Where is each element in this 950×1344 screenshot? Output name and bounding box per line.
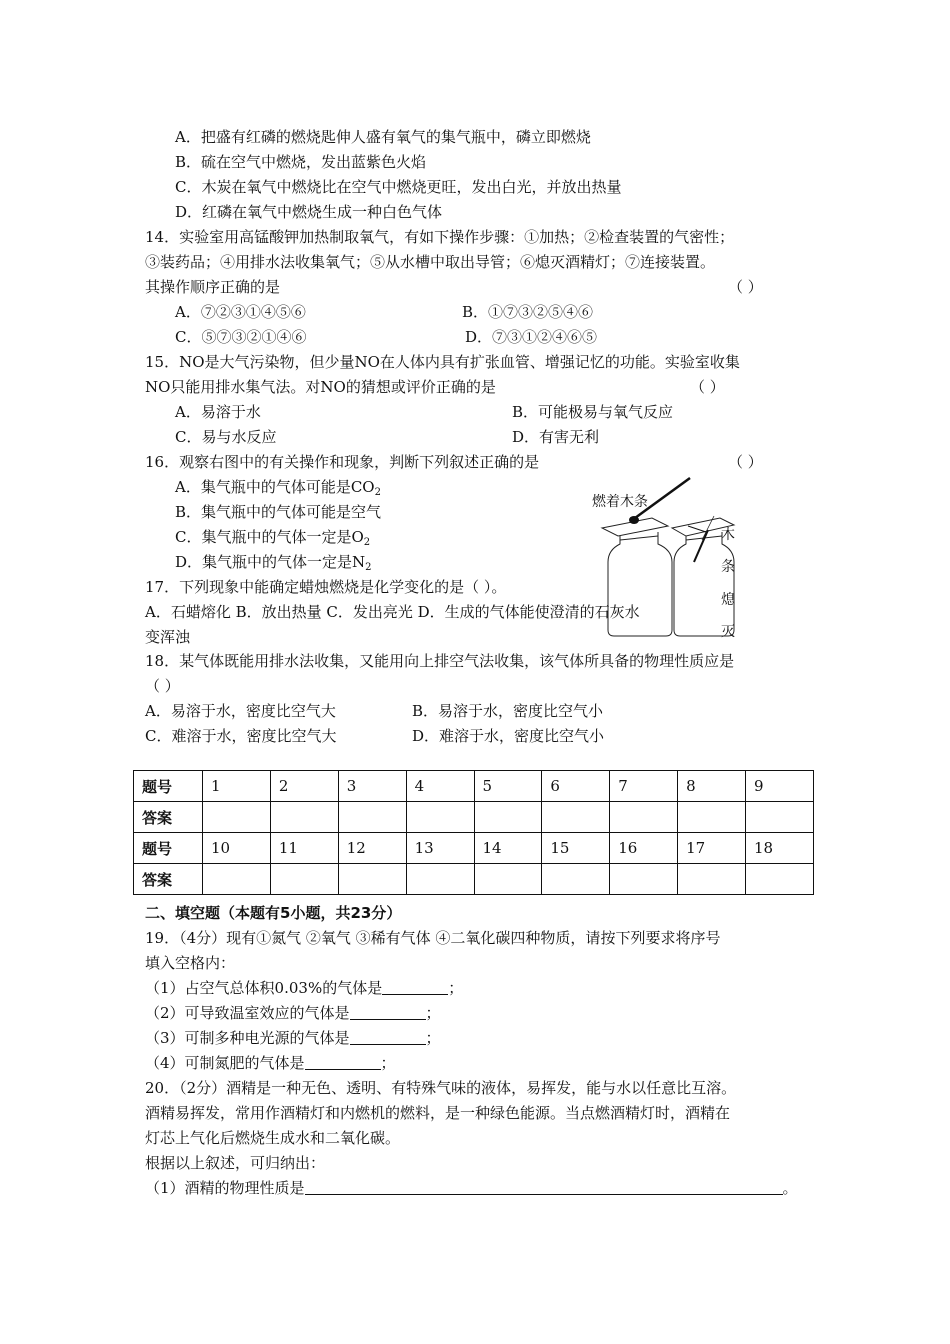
q19-item-1 bbox=[145, 978, 463, 998]
answer-cell[interactable] bbox=[474, 864, 542, 895]
q17-options-cont: 变浑浊 bbox=[145, 628, 191, 646]
q16-option-c bbox=[175, 527, 370, 553]
figure-label-right-3: 熄 bbox=[721, 592, 735, 608]
fill-blank[interactable] bbox=[350, 1030, 426, 1045]
q15-stem-line2: NO只能用排水集气法。对NO的猜想或评价正确的是 bbox=[145, 378, 496, 396]
q14-stem-line3: 其操作顺序正确的是 bbox=[145, 278, 281, 296]
q16-option-a bbox=[175, 477, 381, 503]
q13-option-b: B．硫在空气中燃烧，发出蓝紫色火焰 bbox=[175, 153, 427, 171]
answer-cell[interactable] bbox=[338, 864, 406, 895]
q16-option-d bbox=[175, 552, 372, 578]
q16-answer-paren: （ ） bbox=[728, 453, 763, 471]
answer-cell[interactable] bbox=[203, 802, 271, 833]
q19-item-end: ； bbox=[425, 1004, 441, 1022]
q19-stem-line1: 19．（4分）现有①氮气 ②氧气 ③稀有气体 ④二氧化碳四种物质，请按下列要求将序号 bbox=[145, 929, 721, 947]
q15-option-a: A．易溶于水 bbox=[175, 403, 261, 421]
fill-blank[interactable] bbox=[382, 980, 448, 995]
table-cell: 1 bbox=[203, 771, 271, 802]
q15-option-d: D．有害无利 bbox=[512, 428, 600, 446]
q19-item-4 bbox=[145, 1053, 396, 1073]
figure-label-burning-splint: 燃着木条 bbox=[592, 494, 648, 510]
q19-item-end: ； bbox=[380, 1054, 396, 1072]
answer-cell[interactable] bbox=[678, 864, 746, 895]
section-title: 二、填空题（本题有5小题，共23分） bbox=[145, 904, 402, 922]
subscript: 2 bbox=[363, 537, 371, 548]
table-cell: 3 bbox=[338, 771, 406, 802]
q15-stem-line1: 15．NO是大气污染物，但少量NO在人体内具有扩张血管、增强记忆的功能。实验室收集 bbox=[145, 353, 740, 371]
q15-answer-paren: （ ） bbox=[690, 378, 725, 396]
jar-mouth-left bbox=[620, 536, 658, 540]
table-cell: 17 bbox=[678, 833, 746, 864]
subscript: 2 bbox=[374, 487, 381, 498]
q14-stem-line1: 14．实验室用高锰酸钾加热制取氧气，有如下操作步骤：①加热；②检查装置的气密性； bbox=[145, 228, 735, 246]
table-row bbox=[134, 771, 814, 802]
q14-stem-line2: ③装药品；④用排水法收集氧气；⑤从水槽中取出导管；⑥熄灭酒精灯；⑦连接装置。 bbox=[145, 253, 716, 271]
table-header-ans: 答案 bbox=[134, 802, 203, 833]
q19-item-1-text: （1）占空气总体积0.03%的气体是 bbox=[145, 979, 383, 997]
q19-item-3-text: （3）可制多种电光源的气体是 bbox=[145, 1029, 350, 1047]
answer-cell[interactable] bbox=[406, 802, 474, 833]
q20-item-1 bbox=[145, 1178, 798, 1198]
answer-cell[interactable] bbox=[474, 802, 542, 833]
table-cell: 2 bbox=[270, 771, 338, 802]
gas-jar-right bbox=[674, 532, 734, 636]
q19-item-end: ； bbox=[448, 979, 464, 997]
q20-stem-line3: 灯芯上气化后燃烧生成水和二氧化碳。 bbox=[145, 1129, 401, 1147]
q14-option-b: B．①⑦③②⑤④⑥ bbox=[462, 303, 594, 321]
table-cell: 18 bbox=[746, 833, 814, 864]
answer-cell[interactable] bbox=[203, 864, 271, 895]
answer-cell[interactable] bbox=[406, 864, 474, 895]
table-cell: 8 bbox=[678, 771, 746, 802]
q19-item-2-text: （2）可导致温室效应的气体是 bbox=[145, 1004, 350, 1022]
q19-item-2 bbox=[145, 1003, 441, 1023]
q18-option-b: B．易溶于水，密度比空气小 bbox=[412, 702, 604, 720]
table-header-ans: 答案 bbox=[134, 864, 203, 895]
table-cell: 5 bbox=[474, 771, 542, 802]
q19-item-end: ； bbox=[425, 1029, 441, 1047]
table-header-num: 题号 bbox=[134, 771, 203, 802]
q13-option-a: A．把盛有红磷的燃烧匙伸人盛有氧气的集气瓶中，磷立即燃烧 bbox=[175, 128, 591, 146]
q18-option-a: A．易溶于水，密度比空气大 bbox=[145, 702, 336, 720]
label-pointer bbox=[702, 516, 714, 540]
answer-cell[interactable] bbox=[338, 802, 406, 833]
answer-cell[interactable] bbox=[610, 864, 678, 895]
answer-cell[interactable] bbox=[542, 864, 610, 895]
table-header-num: 题号 bbox=[134, 833, 203, 864]
q14-option-d: D．⑦③①②④⑥⑤ bbox=[465, 328, 598, 346]
answer-cell[interactable] bbox=[746, 802, 814, 833]
q20-stem-line1: 20．（2分）酒精是一种无色、透明、有特殊气味的液体，易挥发，能与水以任意比互溶。 bbox=[145, 1079, 737, 1097]
table-cell: 10 bbox=[203, 833, 271, 864]
answer-cell[interactable] bbox=[610, 802, 678, 833]
answer-cell[interactable] bbox=[270, 802, 338, 833]
table-cell: 15 bbox=[542, 833, 610, 864]
q18-option-d: D．难溶于水，密度比空气小 bbox=[412, 727, 605, 745]
q18-answer-paren: （ ） bbox=[145, 677, 180, 695]
table-cell: 11 bbox=[270, 833, 338, 864]
q14-answer-paren: （ ） bbox=[728, 278, 763, 296]
table-cell: 16 bbox=[610, 833, 678, 864]
q16-option-c-text: C．集气瓶中的气体一定是O bbox=[175, 528, 364, 546]
q20-item-1-text: （1）酒精的物理性质是 bbox=[145, 1179, 305, 1197]
q13-option-c: C．木炭在氧气中燃烧比在空气中燃烧更旺，发出白光，并放出热量 bbox=[175, 178, 622, 196]
q18-stem: 18．某气体既能用排水法收集，又能用向上排空气法收集，该气体所具备的物理性质应是 bbox=[145, 652, 735, 670]
q15-option-c: C．易与水反应 bbox=[175, 428, 277, 446]
figure-label-right-4: 灭 bbox=[721, 624, 735, 640]
q13-option-d: D．红磷在氧气中燃烧生成一种白色气体 bbox=[175, 203, 443, 221]
answer-table bbox=[133, 770, 814, 895]
q17-options: A．石蜡熔化 B．放出热量 C．发出亮光 D．生成的气体能使澄清的石灰水 bbox=[145, 603, 640, 621]
q20-stem-line4: 根据以上叙述，可归纳出： bbox=[145, 1154, 326, 1172]
table-cell: 14 bbox=[474, 833, 542, 864]
q16-option-d-text: D．集气瓶中的气体一定是N bbox=[175, 553, 366, 571]
figure-label-right-2: 条 bbox=[721, 559, 735, 575]
q19-item-3 bbox=[145, 1028, 441, 1048]
fill-blank[interactable] bbox=[305, 1180, 783, 1195]
table-row bbox=[134, 833, 814, 864]
table-cell: 13 bbox=[406, 833, 474, 864]
table-cell: 7 bbox=[610, 771, 678, 802]
figure-label-right-1: 木 bbox=[721, 527, 735, 543]
q14-option-c: C．⑤⑦③②①④⑥ bbox=[175, 328, 307, 346]
table-row bbox=[134, 864, 814, 895]
answer-cell[interactable] bbox=[678, 802, 746, 833]
q15-option-b: B．可能极易与氧气反应 bbox=[512, 403, 674, 421]
fill-blank[interactable] bbox=[305, 1055, 381, 1070]
table-cell: 4 bbox=[406, 771, 474, 802]
q17-stem: 17．下列现象中能确定蜡烛燃烧是化学变化的是（ ）。 bbox=[145, 578, 507, 596]
q16-option-a-text: A．集气瓶中的气体可能是CO bbox=[175, 478, 375, 496]
table-cell: 9 bbox=[746, 771, 814, 802]
q16-option-b: B．集气瓶中的气体可能是空气 bbox=[175, 503, 382, 521]
table-cell: 6 bbox=[542, 771, 610, 802]
table-row bbox=[134, 802, 814, 833]
q20-stem-line2: 酒精易挥发，常用作酒精灯和内燃机的燃料，是一种绿色能源。当点燃酒精灯时，酒精在 bbox=[145, 1104, 731, 1122]
q19-stem-line2: 填入空格内： bbox=[145, 954, 236, 972]
fill-blank[interactable] bbox=[350, 1005, 426, 1020]
flame-icon bbox=[629, 516, 639, 524]
q18-option-c: C．难溶于水，密度比空气大 bbox=[145, 727, 337, 745]
q19-item-4-text: （4）可制氮肥的气体是 bbox=[145, 1054, 305, 1072]
q14-option-a: A．⑦②③①④⑤⑥ bbox=[175, 303, 306, 321]
extinguished-splint bbox=[694, 530, 708, 562]
answer-cell[interactable] bbox=[542, 802, 610, 833]
answer-cell[interactable] bbox=[746, 864, 814, 895]
table-cell: 12 bbox=[338, 833, 406, 864]
answer-cell[interactable] bbox=[270, 864, 338, 895]
q16-stem: 16．观察右图中的有关操作和现象，判断下列叙述正确的是 bbox=[145, 453, 540, 471]
subscript: 2 bbox=[365, 562, 372, 573]
splint-top bbox=[688, 526, 706, 532]
q20-item-end: 。 bbox=[782, 1179, 798, 1197]
